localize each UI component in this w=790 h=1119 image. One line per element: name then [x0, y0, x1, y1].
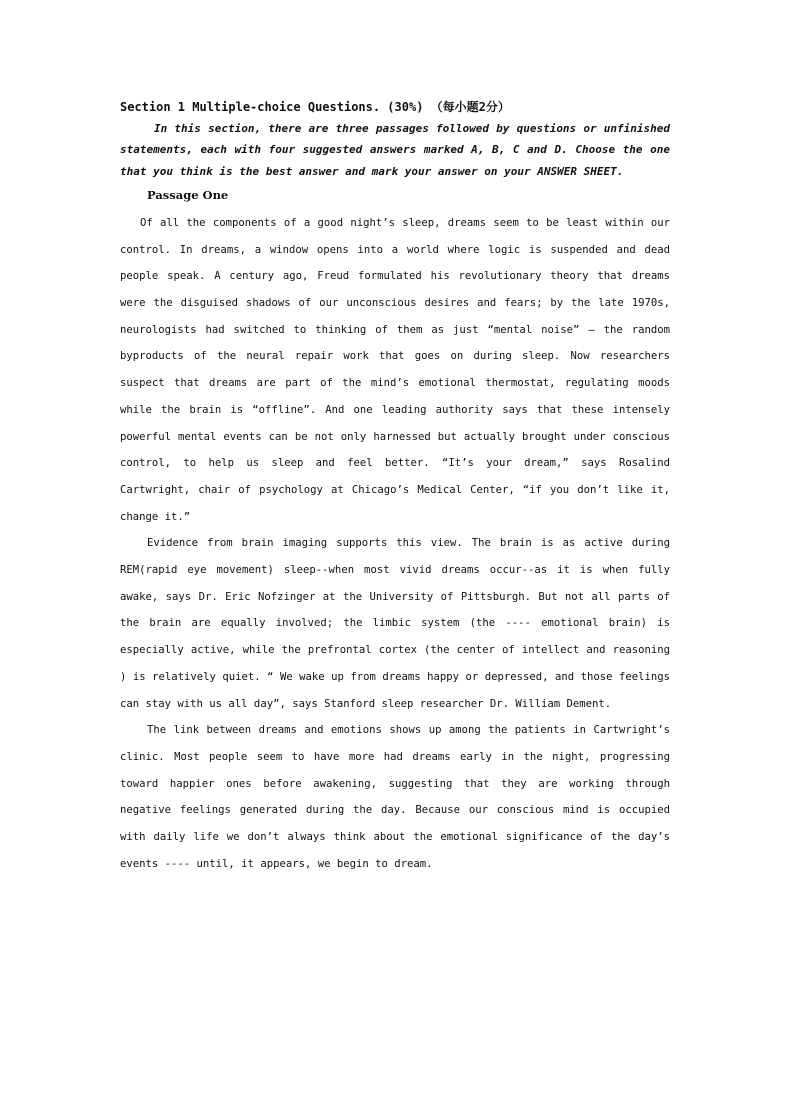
document-page: [120, 98, 670, 877]
passage-paragraph-1: Of all the components of a good night’s sleep, dreams seem to be least within our control. In dreams, a window opens into a world where logic is suspended and dead people speak. A century ago, Freud formulated his revolutionary theory that dreams were the disguised shadows of our unconscious desires and fears; by the late 1970s, neurologists had switched to thinking of them as just “mental noise” – the random byproducts of the neural repair work that goes on during sleep. Now researchers suspect that dreams are part of the mind’s emotional thermostat, regulating moods while the brain is “offline”. And one leading authority says that these intensely powerful mental events can be not only harnessed but actually brought under conscious control, to help us sleep and feel better. “It’s your dream,” says Rosalind Cartwright, chair of psychology at Chicago’s Medical Center, “if you don’t like it, change it.”: [120, 216, 670, 523]
passage-paragraph-2: Evidence from brain imaging supports this view. The brain is as active during REM(rapid eye movement) sleep--when most vivid dreams occur--as it is when fully awake, says Dr. Eric Nofzinger at the University of Pittsburgh. But not all parts of the brain are equally involved; the limbic system (the ---- emotional brain) is especially active, while the prefrontal cortex (the center of intellect and reasoning ) is relatively quiet. “ We wake up from dreams happy or depressed, and those feelings can stay with us all day”, says Stanford sleep researcher Dr. William Dement.: [120, 537, 670, 710]
passage-title: Passage One: [147, 187, 229, 202]
section-title: Section 1 Multiple-choice Questions. (30%) （每小题2分）: [120, 100, 510, 114]
passage-paragraph-3: The link between dreams and emotions shows up among the patients in Cartwright’s clinic. Most people seem to have more had dreams early in the night, progressing toward happier ones before awakening, suggesting that they are working through negative feelings generated during the day. Because our conscious mind is occupied with daily life we don’t always think about the emotional significance of the day’s events ---- until, it appears, we begin to dream.: [120, 724, 670, 870]
section-instructions: In this section, there are three passages followed by questions or unfinished statements, each with four suggested answers marked A, B, C and D. Choose the one that you think is the best answer and mark your answer on your ANSWER SHEET.: [120, 122, 670, 178]
